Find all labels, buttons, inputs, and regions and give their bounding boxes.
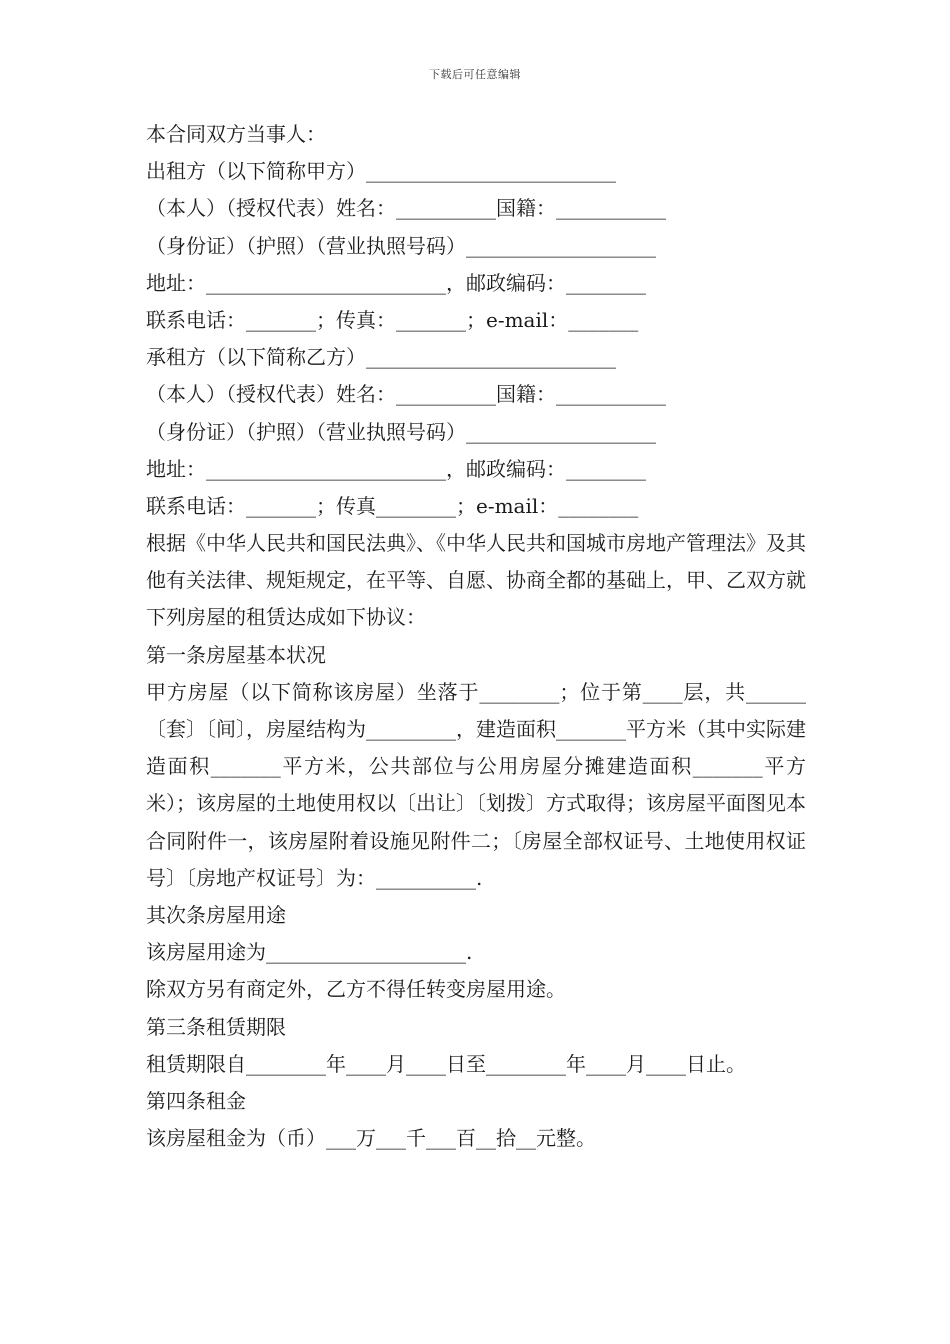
article2-restriction-line: 除双方另有商定外，乙方不得任转变房屋用途。 [146, 977, 566, 1002]
article2-usage-line: 该房屋用途为____________________. [146, 940, 473, 965]
article4-heading: 第四条租金 [146, 1089, 246, 1114]
lessor-name-line: （本人）（授权代表）姓名：__________国籍：___________ [146, 196, 666, 221]
article1-body: 甲方房屋（以下简称该房屋）坐落于________；位于第____层，共______〔套〕〔间〕，房屋结构为_________，建造面积_______平方米（其中实际建造面积_______平方米，公共部位与公用房屋分摊建造面积_______平方米）；该房屋的土地使用权以〔出让〕〔划拨〕方式取得；该房屋平面图见本合同附件一，该房屋附着设施见附件二；〔房屋全部权证号、土地使用权证号〕〔房地产权证号〕为：__________. [146, 679, 806, 890]
lessor-contact-line: 联系电话：_______；传真：_______；e-mail：_______ [146, 307, 639, 332]
article1-heading: 第一条房屋基本状况 [146, 642, 326, 667]
lessor-id-line: （身份证）（护照）（营业执照号码）___________________ [146, 233, 656, 258]
page-header: 下载后可任意编辑 [429, 68, 521, 81]
article3-body: 租赁期限自________年____月____日至________年____月____日止。 [146, 1051, 746, 1076]
lessee-name-line: （本人）（授权代表）姓名：__________国籍：___________ [146, 382, 666, 407]
article3-heading: 第三条租赁期限 [146, 1014, 286, 1039]
lessor-title: 出租方（以下简称甲方）_________________________ [146, 159, 616, 184]
article2-heading: 其次条房屋用途 [146, 903, 286, 928]
lessor-address-line: 地址：________________________，邮政编码：________ [146, 270, 646, 295]
document-body [146, 116, 806, 1157]
preamble-paragraph: 根据《中华人民共和国民法典》、《中华人民共和国城市房地产管理法》及其他有关法律、规矩规定，在平等、自愿、协商全都的基础上，甲、乙双方就下列房屋的租赁达成如下协议： [146, 531, 806, 630]
lessee-address-line: 地址：________________________，邮政编码：________ [146, 456, 646, 481]
lessee-contact-line: 联系电话：_______；传真________；e-mail：________ [146, 493, 639, 518]
article4-body: 该房屋租金为（币）___万___千___百__拾__元整。 [146, 1126, 596, 1151]
contract-intro: 本合同双方当事人： [146, 122, 326, 146]
lessee-title: 承租方（以下简称乙方）_________________________ [146, 345, 616, 370]
lessee-id-line: （身份证）（护照）（营业执照号码）___________________ [146, 419, 656, 444]
